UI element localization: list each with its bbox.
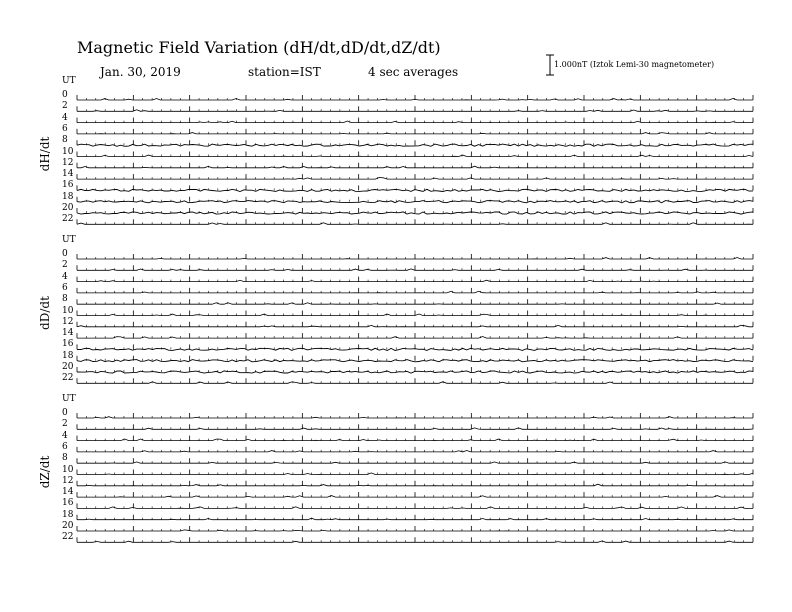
hour-label: 6 bbox=[62, 282, 68, 293]
hour-label: 16 bbox=[62, 498, 74, 509]
ut-label: UT bbox=[62, 394, 76, 404]
hour-label: 12 bbox=[62, 157, 74, 168]
hour-label: 6 bbox=[62, 123, 68, 134]
hour-label: 10 bbox=[62, 305, 74, 316]
hour-label: 6 bbox=[62, 441, 68, 452]
hour-label: 18 bbox=[62, 350, 74, 361]
averaging-label: 4 sec averages bbox=[368, 65, 459, 79]
hour-label: 0 bbox=[62, 408, 68, 418]
hour-label: 2 bbox=[62, 260, 68, 271]
hour-label: 4 bbox=[62, 430, 68, 441]
hour-label: 8 bbox=[62, 453, 68, 464]
hour-label: 12 bbox=[62, 475, 74, 486]
chart-title: Magnetic Field Variation (dH/dt,dD/dt,dZ/dt) bbox=[77, 38, 441, 57]
panel-ylabel: dH/dt bbox=[38, 136, 52, 172]
hour-label: 16 bbox=[62, 339, 74, 350]
hour-label: 12 bbox=[62, 316, 74, 327]
date-label: Jan. 30, 2019 bbox=[100, 65, 181, 79]
hour-label: 22 bbox=[62, 214, 74, 225]
hour-label: 20 bbox=[62, 203, 74, 213]
hour-label: 0 bbox=[62, 249, 68, 259]
hour-label: 16 bbox=[62, 180, 74, 191]
hour-label: 20 bbox=[62, 521, 74, 531]
panel-ylabel: dD/dt bbox=[38, 296, 52, 330]
scale-label: 1.000nT (Iztok Lemi-30 magnetometer) bbox=[554, 60, 715, 69]
hour-label: 20 bbox=[62, 362, 74, 372]
ut-label: UT bbox=[62, 76, 76, 86]
hour-label: 2 bbox=[62, 101, 68, 112]
hour-label: 18 bbox=[62, 191, 74, 202]
ut-label: UT bbox=[62, 235, 76, 245]
hour-label: 8 bbox=[62, 294, 68, 305]
hour-label: 4 bbox=[62, 271, 68, 282]
hour-label: 22 bbox=[62, 532, 74, 543]
hour-label: 0 bbox=[62, 90, 68, 100]
hour-label: 8 bbox=[62, 135, 68, 146]
hour-label: 14 bbox=[62, 487, 74, 498]
station-label: station=IST bbox=[248, 65, 321, 79]
hour-label: 14 bbox=[62, 328, 74, 339]
hour-label: 10 bbox=[62, 464, 74, 475]
hour-label: 22 bbox=[62, 373, 74, 384]
hour-label: 2 bbox=[62, 419, 68, 430]
hour-label: 18 bbox=[62, 509, 74, 520]
hour-label: 10 bbox=[62, 146, 74, 157]
hour-label: 14 bbox=[62, 169, 74, 180]
hour-label: 4 bbox=[62, 112, 68, 123]
panel-ylabel: dZ/dt bbox=[38, 455, 52, 489]
